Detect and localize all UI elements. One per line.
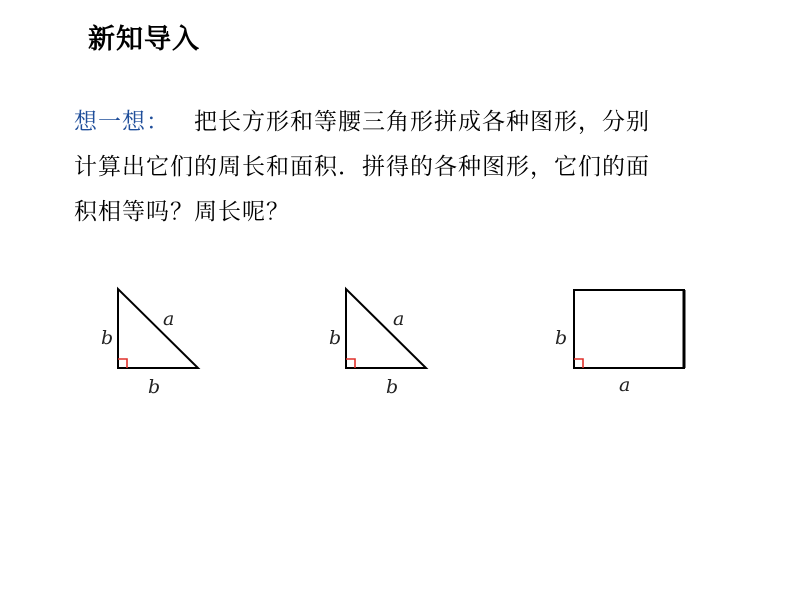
triangle-2-hypotenuse-label: a [393,308,405,330]
prompt-label: 想一想： [74,109,170,135]
triangle-1-shape [118,289,198,368]
rectangle-horizontal-side-label: a [619,374,631,396]
prompt-line-3: 积相等吗？周长呢？ [74,199,290,225]
triangle-2-right-angle-marker [346,359,355,368]
triangle-2-vertical-leg-label: b [329,327,342,349]
rectangle-figure [555,290,684,396]
triangle-1-right-angle-marker [118,359,127,368]
triangle-1-horizontal-leg-label: b [148,376,161,398]
rectangle-right-angle-marker [574,359,583,368]
slide-title: 新知导入 [88,24,200,55]
triangle-figure-1 [101,289,198,398]
triangle-2-shape [346,289,426,368]
rectangle-shape [574,290,684,368]
triangle-2-horizontal-leg-label: b [386,376,399,398]
triangle-1-vertical-leg-label: b [101,327,114,349]
prompt-text-1: 把长方形和等腰三角形拼成各种图形，分别 [194,109,650,135]
triangle-1-hypotenuse-label: a [163,308,175,330]
triangle-figure-2 [329,289,426,398]
prompt-line-2: 计算出它们的周长和面积．拼得的各种图形，它们的面 [74,154,650,180]
rectangle-vertical-side-label: b [555,327,568,349]
